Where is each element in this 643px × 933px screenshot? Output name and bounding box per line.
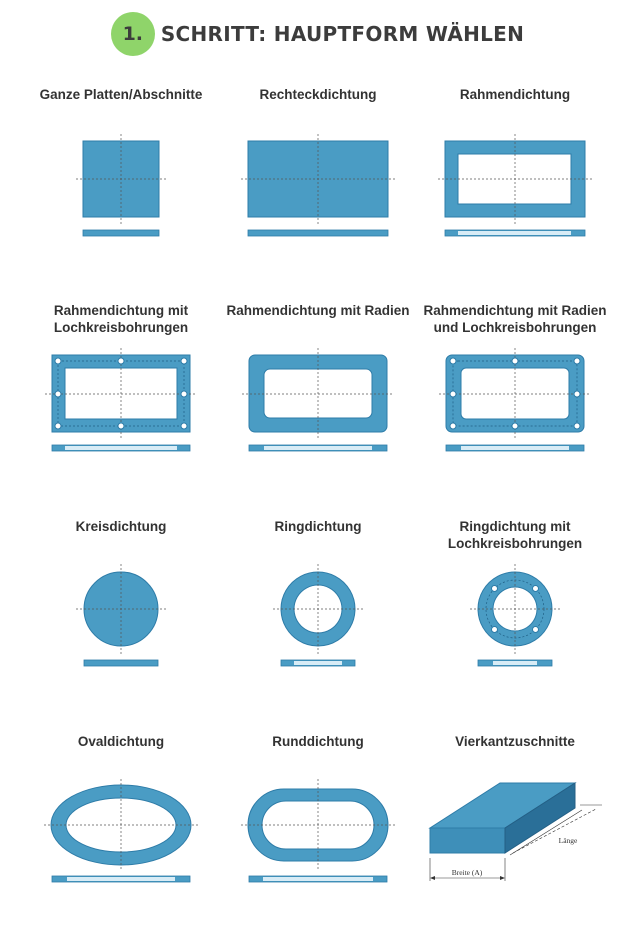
width-dimension-label: Breite (A) <box>451 868 483 877</box>
full-plate-icon <box>16 86 226 246</box>
shape-option-frame-gasket-bolt-holes[interactable] <box>16 302 226 502</box>
shape-label: Runddichtung <box>272 734 364 749</box>
circle-gasket-icon <box>16 518 226 678</box>
shape-option-round-gasket[interactable] <box>213 733 423 933</box>
oval-gasket-icon <box>16 733 226 893</box>
frame-gasket-radii-bolt-holes-icon <box>410 302 620 462</box>
shape-label: Vierkantzuschnitte <box>455 734 575 749</box>
rectangle-gasket-icon <box>213 86 423 246</box>
shape-option-rectangle-gasket[interactable] <box>213 86 423 286</box>
shape-label: Ovaldichtung <box>77 734 165 749</box>
shape-option-frame-gasket-radii-bolt-holes[interactable] <box>410 302 620 502</box>
ring-gasket-bolt-holes-icon <box>410 518 620 678</box>
ring-gasket-icon <box>213 518 423 678</box>
shape-option-frame-gasket-radii[interactable] <box>213 302 423 502</box>
round-gasket-icon <box>213 733 423 893</box>
shape-label: Ringdichtung <box>274 519 362 534</box>
shape-option-full-plate[interactable] <box>16 86 226 286</box>
shape-label: Ganze Platten/Abschnitte <box>39 87 203 102</box>
frame-gasket-bolt-holes-icon <box>16 302 226 462</box>
shape-label: Rahmendichtung mit Radien und Lochkreisbohrungen <box>423 303 607 335</box>
shape-option-frame-gasket[interactable] <box>410 86 620 286</box>
square-cut-block-icon <box>410 733 620 893</box>
shape-label: Kreisdichtung <box>75 519 167 534</box>
frame-gasket-radii-icon <box>213 302 423 462</box>
shape-label: Rahmendichtung mit Radien <box>226 303 410 318</box>
length-dimension-label: Länge <box>558 836 578 845</box>
step-title: SCHRITT: HAUPTFORM WÄHLEN <box>160 22 525 46</box>
shape-option-oval-gasket[interactable] <box>16 733 226 933</box>
step-number-badge: 1. <box>111 12 155 56</box>
shape-option-ring-gasket-bolt-holes[interactable] <box>410 518 620 718</box>
shape-label: Rechteckdichtung <box>259 87 377 102</box>
shape-option-circle-gasket[interactable] <box>16 518 226 718</box>
shape-label: Rahmendichtung <box>459 87 571 102</box>
shape-label: Ringdichtung mit Lochkreisbohrungen <box>447 519 583 551</box>
shape-option-ring-gasket[interactable] <box>213 518 423 718</box>
frame-gasket-icon <box>410 86 620 246</box>
step-header <box>0 12 643 56</box>
shape-label: Rahmendichtung mit Lochkreisbohrungen <box>53 303 189 335</box>
shape-option-square-cut-block[interactable] <box>410 733 620 933</box>
